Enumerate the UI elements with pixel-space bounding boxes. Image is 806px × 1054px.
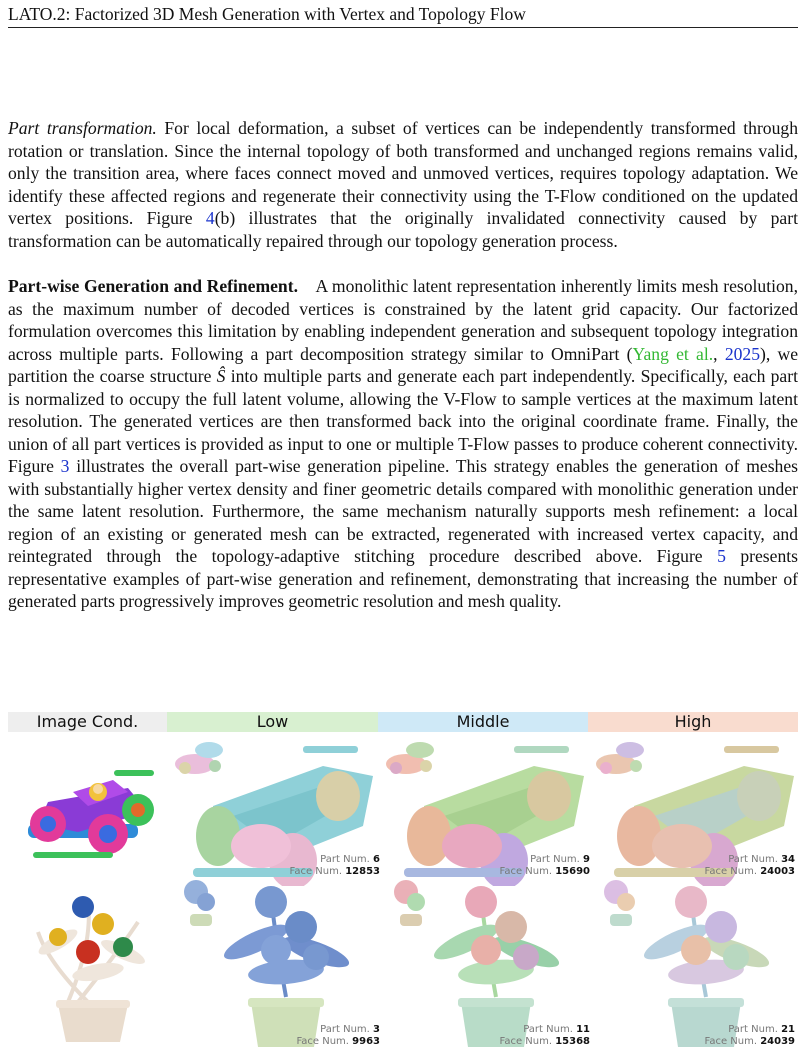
car-condition-image [18, 762, 163, 872]
face-num-label: Face Num. [296, 1036, 349, 1047]
part-num-label: Part Num. [728, 1024, 778, 1035]
figure-ref-link[interactable]: 5 [717, 546, 726, 566]
paragraph-text: , [713, 343, 725, 364]
paragraph-text: illustrates the overall part-wise generation pipeline. This strategy enables the generation of meshes with substantially higher vertex density and finer geometric details compared with monolithic generation under the same latent resolution. Furthermore, the same mechanism naturally supports mesh refinement: a local region of an existing or generated mesh can be extracted, regenerated with increased vertex capacity, and reintegrated through the topology-adaptive stitching procedure described above. Figure [8, 456, 799, 566]
column-header-middle: Middle [378, 712, 588, 732]
paragraph-text: presents representative examples of part-wise generation and refinement, demonstrating that increasing the number of generated parts progressively improves geometric resolution and mesh quality. [8, 546, 798, 611]
column-header-high: High [588, 712, 798, 732]
face-num-value: 15690 [555, 866, 590, 877]
face-num-value: 24003 [760, 866, 795, 877]
part-num-value: 11 [576, 1024, 590, 1035]
paragraph-text: ), we partition the coarse structure [8, 343, 799, 386]
paragraph-text: (b) illustrates that the originally invalidated connectivity caused by part transformation can be automatically repaired through our topology generation process. [8, 208, 798, 251]
face-num-label: Face Num. [704, 866, 758, 877]
results-figure [8, 712, 798, 1054]
paragraph-lead: Part-wise Generation and Refinement. [8, 276, 298, 296]
face-num-value: 15368 [555, 1036, 590, 1047]
math-symbol: Ŝ [216, 366, 226, 386]
flowers-middle-stats [498, 1024, 590, 1048]
face-num-value: 9963 [352, 1036, 380, 1047]
part-num-label: Part Num. [523, 1024, 573, 1035]
flowers-high-stats [703, 1024, 795, 1048]
paragraph-text: A monolithic latent representation inherently limits mesh resolution, as the maximum number of decoded vertices is constrained by the latent grid capacity. Our factorized formulation overcomes this limitation by enabling independent generation and subsequent topology integration across multiple parts. Following a part decomposition strategy similar to OmniPart ( [8, 276, 803, 364]
paragraph-text: For local deformation, a subset of vertices can be independently transformed through rotation or translation. Since the internal topology of both transformed and unchanged regions remains valid, only the transition area, where faces connect moved and unmoved vertices, requires topology adaptation. We identify these affected regions and regenerate their connectivity using the T-Flow conditioned on the updated vertex positions. Figure [8, 118, 798, 228]
paragraph-part-transformation [8, 117, 798, 252]
citation-year-link[interactable]: 2025 [724, 343, 760, 364]
flowers-low-stats [288, 1024, 380, 1048]
part-num-label: Part Num. [530, 854, 580, 865]
face-num-label: Face Num. [499, 866, 553, 877]
part-num-value: 6 [373, 854, 380, 865]
column-header-image-cond: Image Cond. [8, 712, 167, 732]
part-num-value: 9 [583, 854, 590, 865]
figure-ref-link[interactable]: 3 [60, 456, 70, 476]
part-num-label: Part Num. [320, 854, 370, 865]
paragraph-part-wise-generation [8, 275, 803, 613]
citation-link[interactable]: Yang et al. [632, 343, 714, 364]
part-num-value: 34 [781, 854, 795, 865]
part-num-value: 3 [373, 1024, 380, 1035]
column-header-low: Low [167, 712, 378, 732]
face-num-value: 24039 [760, 1036, 795, 1047]
part-num-label: Part Num. [320, 1024, 370, 1035]
running-header: LATO.2: Factorized 3D Mesh Generation with Vertex and Topology Flow [8, 3, 798, 28]
flowers-condition-image [28, 882, 158, 1052]
paragraph-text: into multiple parts and generate each part independently. Specifically, each part is normalized to occupy the full latent volume, allowing the V-Flow to sample vertices at the maximum latent resolution. The generated vertices are then transformed back into the original coordinate frame. Finally, the union of all part vertices is provided as input to one or multiple T-Flow passes to produce coherent connectivity. Figure [8, 366, 798, 476]
face-num-label: Face Num. [704, 1036, 758, 1047]
face-num-value: 12853 [345, 866, 380, 877]
paragraph-lead: Part transformation. [8, 118, 157, 138]
face-num-label: Face Num. [499, 1036, 553, 1047]
face-num-label: Face Num. [289, 866, 343, 877]
part-num-label: Part Num. [728, 854, 778, 865]
part-num-value: 21 [781, 1024, 795, 1035]
figure-ref-link[interactable]: 4 [205, 208, 215, 228]
